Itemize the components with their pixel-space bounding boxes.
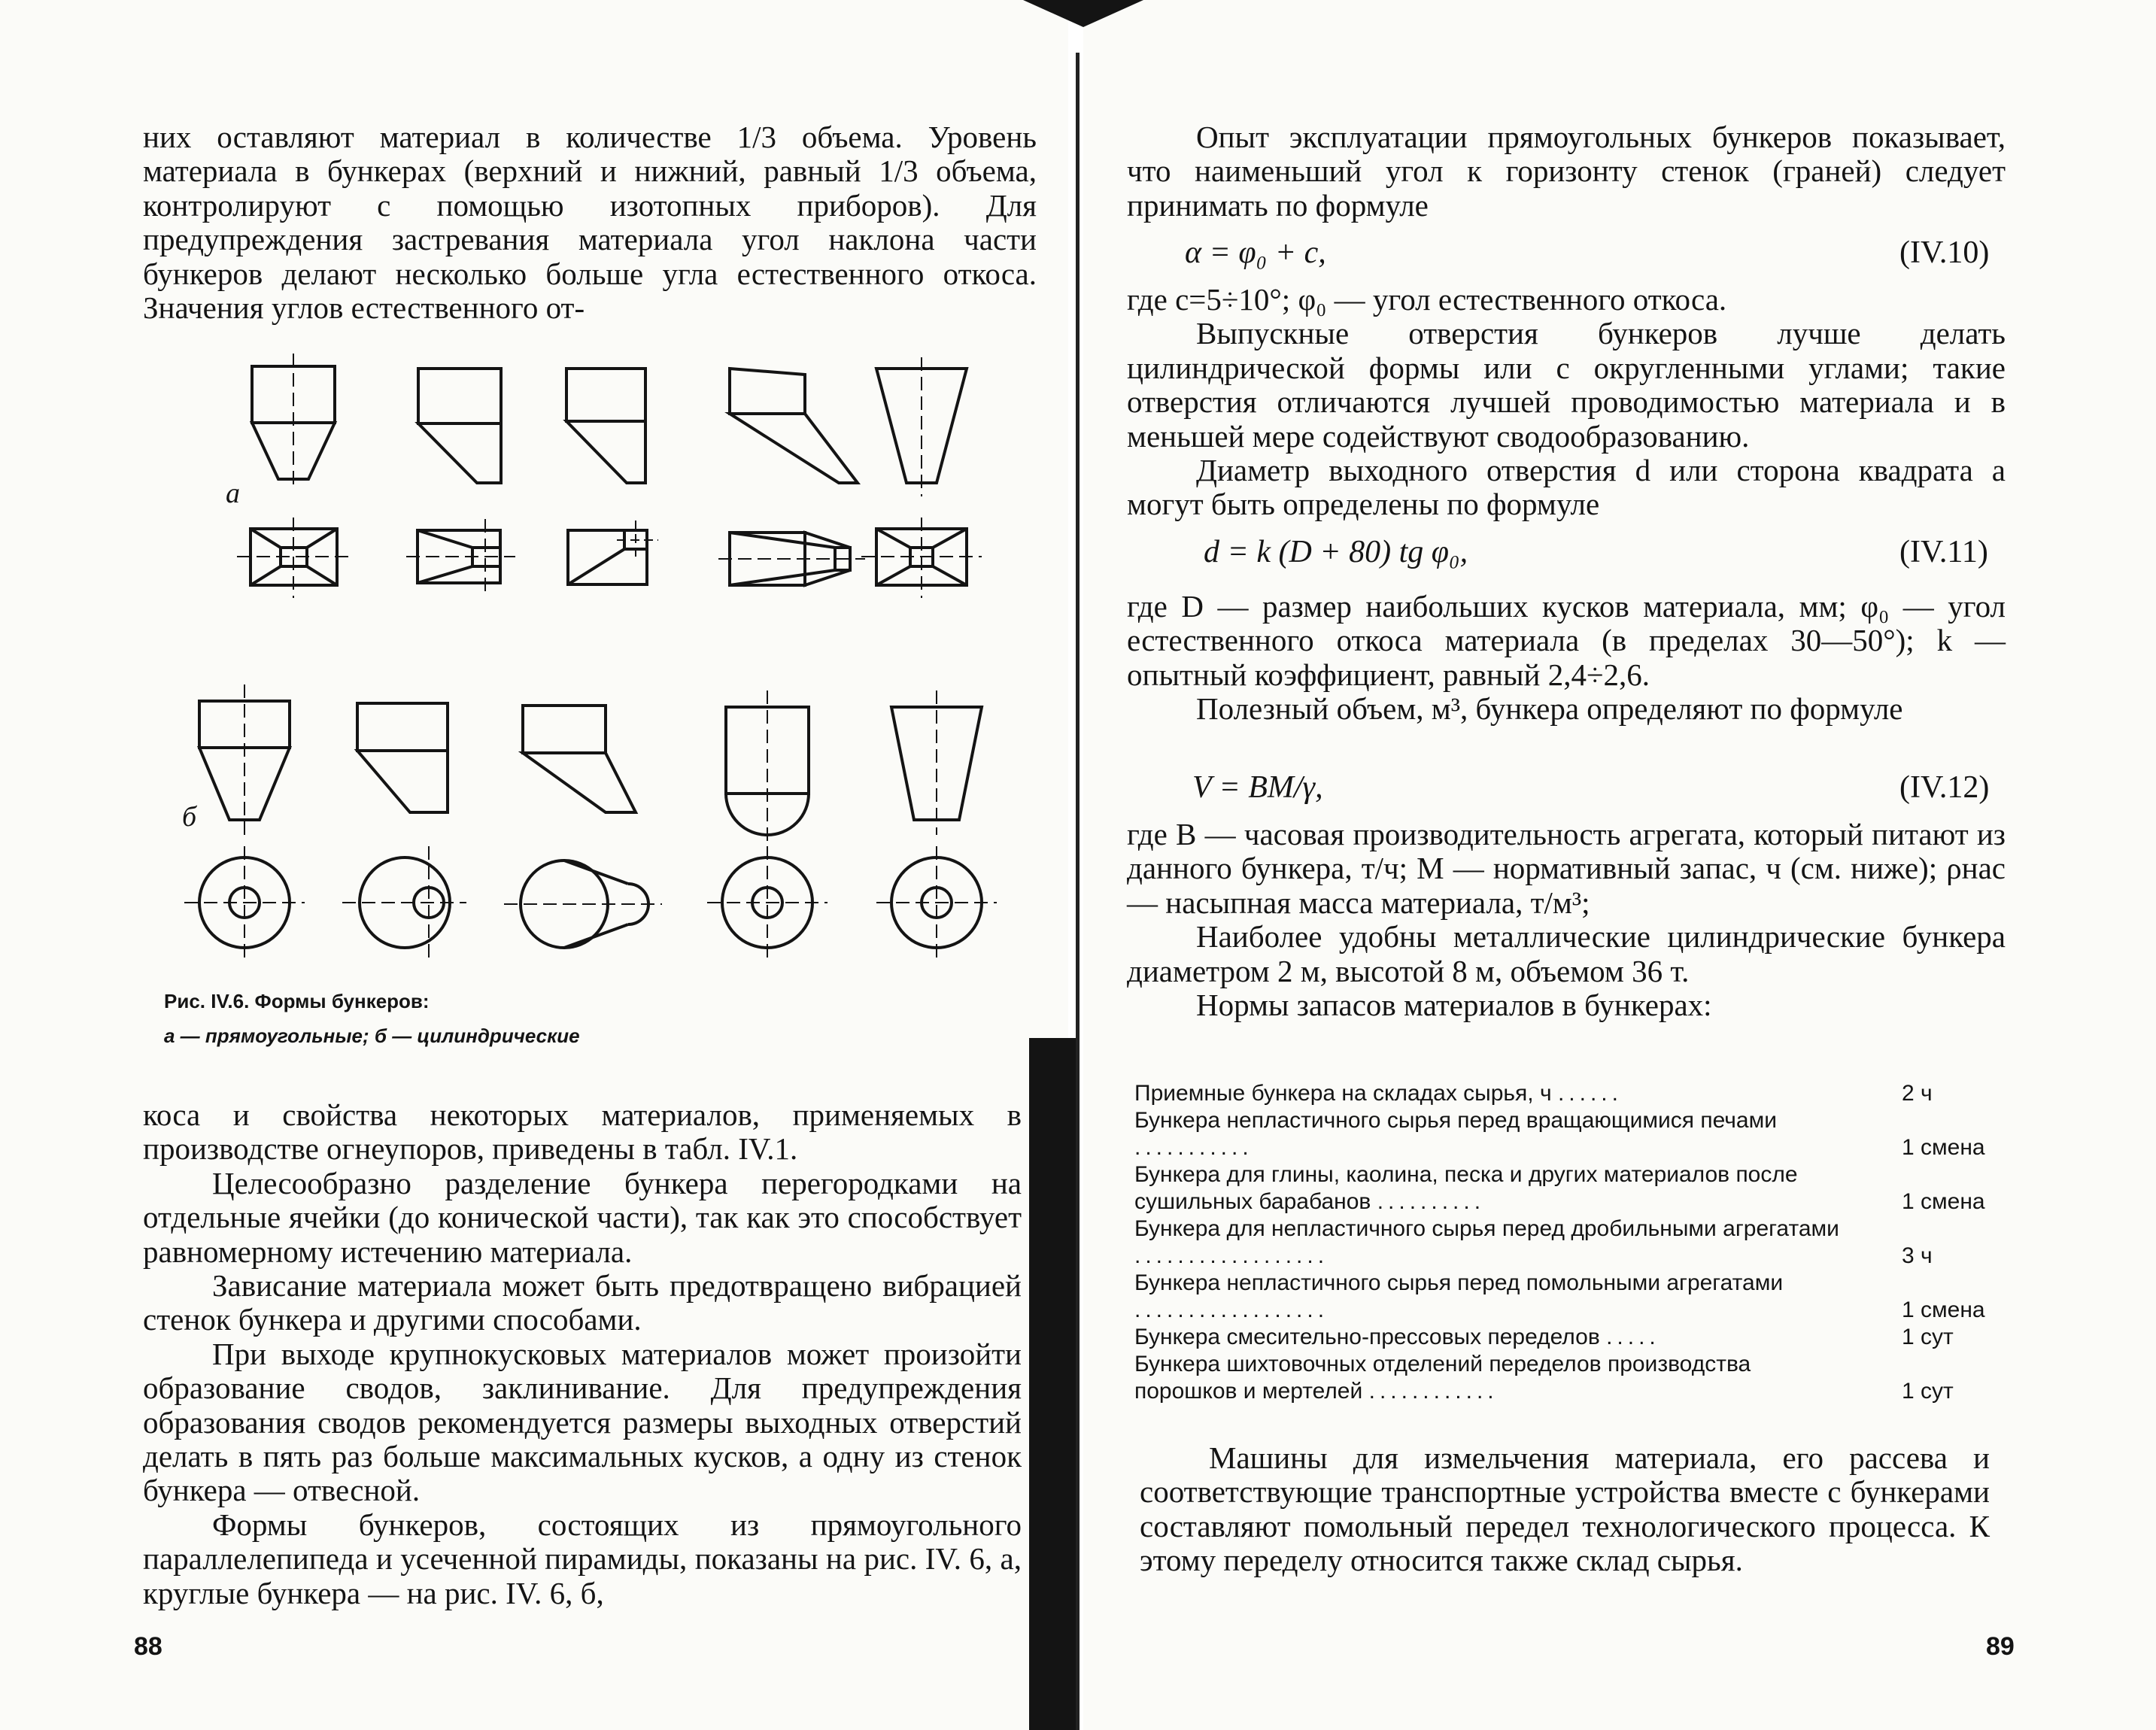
page-number-left: 88: [134, 1632, 162, 1661]
norm-row: [1134, 1107, 2030, 1161]
bunker-b5-elevation: [891, 690, 982, 835]
page-number-right: 89: [1986, 1632, 2015, 1661]
norm-label: Бункера шихтовочных отделений переделов производства порошков и мертелей ............: [1134, 1352, 1751, 1404]
norm-value: 1 сут: [1902, 1325, 1954, 1349]
formula-iv11: d = k (D + 80) tg φ₀,: [1204, 535, 1468, 569]
bunker-b2-plan: [342, 846, 466, 959]
bunker-b1-elevation: [199, 684, 290, 835]
bunker-b5-plan: [876, 846, 997, 959]
norm-row: [1134, 1270, 2030, 1324]
book-spine: [1076, 53, 1080, 1730]
formula-iv12: V = BM/γ,: [1192, 770, 1323, 805]
norm-label: Бункера непластичного сырья перед вращающимися печами ...........: [1134, 1108, 1777, 1160]
spine-notch: [1023, 0, 1143, 27]
norm-label: Бункера непластичного сырья перед помольными агрегатами ..................: [1134, 1270, 1784, 1322]
norm-value: 1 смена: [1902, 1189, 1985, 1214]
bunker-b4-plan: [707, 846, 827, 959]
paragraph: них оставляют материал в количестве 1/3 объема. Уровень материала в бункерах (верхний и нижний, равный 1/3 объема, контролируют с помощью изотопных приборов). Для предупреждения застревания материала угол наклона части бункеров делают несколько больше угла естественного откоса. Значения углов естественного от-: [143, 120, 1037, 326]
bunker-a1-elevation: [252, 354, 335, 489]
norm-label: Приемные бункера на складах сырья, ч ......: [1134, 1081, 1623, 1106]
bunker-b1-plan: [184, 846, 305, 959]
bunker-a2-plan: [406, 519, 515, 594]
norm-row: [1134, 1216, 2030, 1270]
figure-caption-legend: а — прямоугольные; б — цилиндрические: [164, 1024, 580, 1047]
spine-shadow: [1029, 1038, 1076, 1730]
formula-iv12-number: (IV.12): [1899, 770, 1990, 805]
bunker-a4-elevation: [730, 369, 858, 483]
bunker-a3-plan: [568, 521, 658, 584]
bunker-b3-elevation: [523, 706, 636, 812]
paragraph: Формы бункеров, состоящих из прямоугольного параллелепипеда и усеченной пирамиды, показаны на рис. IV. 6, а, круглые бункера — на рис. IV. 6, б,: [143, 1507, 1022, 1610]
paragraph: Выпускные отверстия бункеров лучше делать цилиндрической формы или с округленными углами; такие отверстия отличаются лучшей проводимостью материала и в меньшей мере содействуют сводообразованию.: [1127, 316, 2006, 454]
norms-table: [1134, 1080, 2030, 1405]
right-where2-text: [1127, 590, 2006, 727]
formula-iv11-number: (IV.11): [1899, 535, 1988, 569]
right-intro-text: [1127, 120, 2006, 223]
paragraph: Целесообразно разделение бункера перегородками на отдельные ячейки (до конической части), так как это способствует равномерному истечению материала.: [143, 1165, 1022, 1269]
formula-iv10-number: (IV.10): [1899, 235, 1990, 270]
bunker-shapes-figure: [182, 354, 1038, 1015]
norm-value: 3 ч: [1902, 1243, 1933, 1268]
norm-row: [1134, 1351, 2030, 1405]
norm-value: 1 сут: [1902, 1379, 1954, 1404]
bunker-a2-elevation: [418, 369, 501, 483]
left-top-paragraph: [143, 120, 1037, 325]
norm-row: [1134, 1324, 2030, 1351]
paragraph: Полезный объем, м³, бункера определяют по формуле: [1196, 691, 1903, 727]
norm-label: Бункера смесительно-прессовых переделов .....: [1134, 1325, 1660, 1349]
paragraph: Опыт эксплуатации прямоугольных бункеров показывает, что наименьший угол к горизонту стенок (граней) следует принимать по формуле: [1127, 120, 2006, 223]
figure-label-b: б: [182, 801, 197, 833]
figure-label-a: а: [226, 478, 240, 509]
norms-heading: Нормы запасов материалов в бункерах:: [1196, 988, 1712, 1023]
bunker-a3-elevation: [566, 369, 645, 483]
paragraph: Диаметр выходного отверстия d или сторона квадрата a могут быть определены по формуле: [1127, 453, 2006, 522]
paragraph: При выходе крупнокусковых материалов может произойти образование сводов, заклинивание. Для предупреждения образования сводов рекомендуется размеры выходных отверстий делать в пять раз больше максимальных кусков, а одну из стенок бункера — отвесной.: [143, 1336, 1022, 1508]
bunker-b3-plan: [504, 860, 662, 948]
bunker-a5-elevation: [876, 357, 967, 496]
paragraph: Машины для измельчения материала, его рассева и соответствующие транспортные устройства вместе с бункерами составляют помольный передел технологического процесса. К этому переделу относится также склад сырья.: [1140, 1440, 1990, 1578]
paragraph: Наиболее удобны металлические цилиндрические бункера диаметром 2 м, высотой 8 м, объемом 36 т.: [1127, 919, 2006, 988]
bunker-b2-elevation: [357, 703, 448, 812]
right-where3-text: [1127, 818, 2006, 1022]
bunker-a5-plan: [861, 517, 982, 598]
norm-row: [1134, 1161, 2030, 1216]
left-bottom-text: [143, 1098, 1022, 1610]
paragraph: где B — часовая производительность агрегата, который питают из данного бункера, т/ч; M — нормативный запас, ч (см. ниже); ρнас — насыпная масса материала, т/м³;: [1127, 817, 2006, 920]
paragraph: коса и свойства некоторых материалов, применяемых в производстве огнеупоров, приведены в табл. IV.1.: [143, 1097, 1022, 1167]
bunker-a4-plan: [718, 533, 865, 585]
right-final-text: [1140, 1441, 1990, 1578]
norm-value: 2 ч: [1902, 1081, 1933, 1106]
right-mid-text: [1127, 283, 2006, 522]
norm-value: 1 смена: [1902, 1135, 1985, 1160]
norm-label: Бункера для непластичного сырья перед дробильными агрегатами ..................: [1134, 1216, 1839, 1268]
bunker-a1-plan: [237, 517, 354, 598]
bunker-b4-elevation: [726, 690, 809, 850]
formula-iv10: α = φ₀ + c,: [1185, 235, 1326, 270]
paragraph: где c=5÷10°; φ₀ — угол естественного откоса.: [1127, 282, 1727, 317]
norm-value: 1 смена: [1902, 1298, 1985, 1322]
paragraph: Зависание материала может быть предотвращено вибрацией стенок бункера и другими способами.: [143, 1268, 1022, 1337]
norm-row: [1134, 1080, 2030, 1107]
paragraph: где D — размер наибольших кусков материала, мм; φ₀ — угол естественного откоса материала (в пределах 30—50°); k — опытный коэффициент, равный 2,4÷2,6.: [1127, 589, 2006, 692]
figure-caption-title: Рис. IV.6. Формы бункеров:: [164, 990, 430, 1012]
norm-label: Бункера для глины, каолина, песка и других материалов после сушильных барабанов ..........: [1134, 1162, 1798, 1214]
